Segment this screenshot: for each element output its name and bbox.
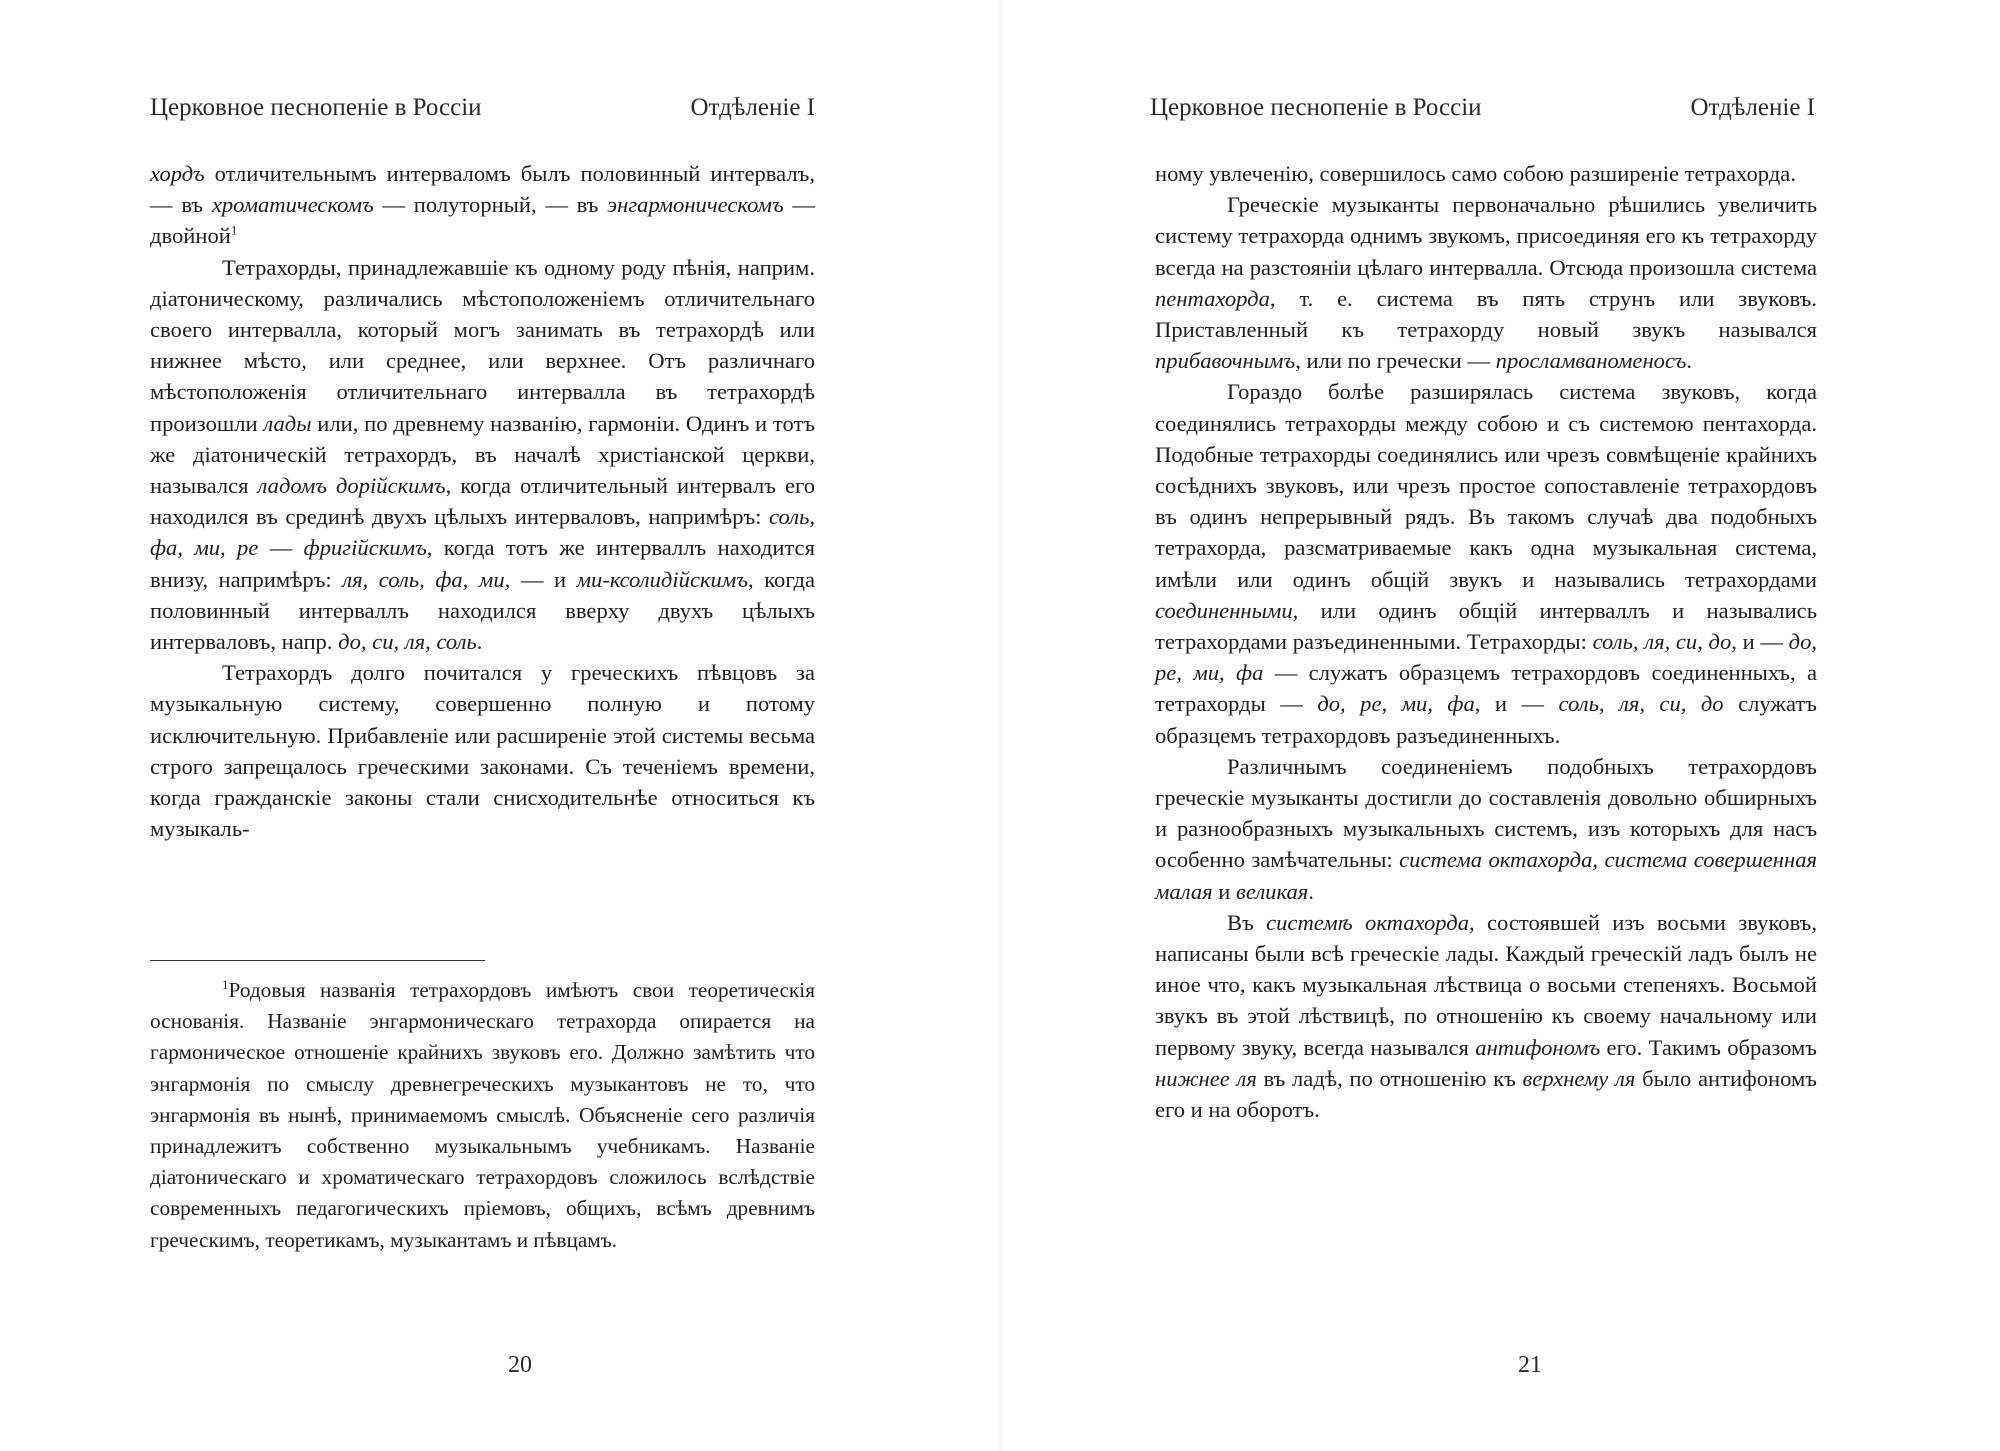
italic-term: до, ре, ми, фа, xyxy=(1317,691,1481,717)
text-run: , или одинъ общій интерваллъ и назывались тетрахордами разъединенными. Тетрахорды: xyxy=(1155,597,1817,655)
italic-term: соль, ля, си, до xyxy=(1558,691,1724,717)
text-run: его. Такимъ образомъ xyxy=(1600,1034,1817,1060)
text-run: . xyxy=(1686,348,1693,374)
paragraph xyxy=(150,158,815,252)
italic-term: антифономъ xyxy=(1475,1034,1601,1060)
text-run: было антифономъ его и на оборотъ. xyxy=(1155,1065,1817,1123)
footnote-marker: 1 xyxy=(222,976,229,992)
italic-term: нижнее ля xyxy=(1155,1065,1257,1091)
italic-term: система октахорда, система совершенная малая xyxy=(1155,847,1818,904)
running-head-title: Церковное песнопеніе в Россіи xyxy=(1150,94,1482,121)
italic-term: просламваноменосъ xyxy=(1495,348,1687,374)
text-run: или, по древнему названію, гармоніи. Одинъ и тотъ же діатоническій тетрахордъ, въ началѣ христіанской церкви, назывался xyxy=(150,410,816,499)
text-run: — служатъ образцемъ тетрахордовъ соединенныхъ, а тетрахорды — xyxy=(1155,660,1817,717)
body-text xyxy=(150,158,815,844)
italic-term: прибавочнымъ xyxy=(1155,348,1296,374)
text-run: Различнымъ соединеніемъ подобныхъ тетрахордовъ греческіе музыканты достигли до составленія довольно обширныхъ и разнообразныхъ музыкальныхъ системъ, изъ которыхъ для насъ особенно замѣчательны: xyxy=(1155,753,1817,873)
italic-term: системѣ октахорда xyxy=(1266,909,1469,935)
paragraph xyxy=(1155,158,1817,189)
running-head-section: Отдѣленіе I xyxy=(690,94,815,121)
text-run: Тетрахордъ долго почитался у греческихъ пѣвцовъ за музыкальную систему, совершенно полную и потому исключительную. Прибавленіе или расширеніе этой системы весьма строго запрещалось греческими законами. Съ теченіемъ времени, когда гражданскіе законы стали снисходительнѣе относиться къ музыкаль- xyxy=(150,660,815,842)
text-run: . xyxy=(1308,878,1314,904)
paragraph xyxy=(1155,376,1817,750)
running-head-title: Церковное песнопеніе в Россіи xyxy=(150,94,482,121)
italic-term: ладомъ дорійскимъ xyxy=(257,473,446,499)
text-run: и xyxy=(1212,878,1237,904)
paragraph xyxy=(1155,751,1817,907)
footnote-rule xyxy=(150,960,485,961)
text-run: Греческіе музыканты первоначально рѣшились увеличить систему тетрахорда однимъ звукомъ, присоединяя его къ тетрахорду всегда на разстояніи цѣлаго интервалла. Отсюда произошла система xyxy=(1155,192,1817,280)
text-run: — полуторный, — въ xyxy=(373,192,608,218)
text-run: и — xyxy=(1480,691,1559,717)
right-page xyxy=(1000,0,2000,1451)
text-run: , или по гречески — xyxy=(1295,348,1496,374)
italic-term: соединенными xyxy=(1155,597,1293,623)
text-run: служатъ образцемъ тетрахордовъ разъединенныхъ. xyxy=(1155,691,1817,748)
text-run: — xyxy=(258,535,304,561)
italic-term: до, ре, ми, фа xyxy=(1155,629,1818,686)
running-head xyxy=(150,88,815,128)
italic-term: лады xyxy=(263,410,312,436)
text-run: ному увлеченію, совершилось само собою разширеніе тетрахорда. xyxy=(1155,161,1796,186)
footnote-text xyxy=(150,975,815,1256)
italic-term: фригійскимъ xyxy=(303,535,427,561)
italic-term: соль, ля, си, до, xyxy=(1592,629,1737,655)
footnote xyxy=(150,975,815,1256)
italic-term: хордъ xyxy=(150,161,205,186)
text-run: , т. е. система въ пять струнъ или звуковъ. Приставленный къ тетрахорду новый звукъ назывался xyxy=(1155,285,1817,343)
paragraph xyxy=(1155,907,1817,1125)
paragraph xyxy=(1155,189,1817,376)
text-run: Тетрахорды, принадлежавшіе къ одному роду пѣнія, наприм. діатоническому, различались мѣстоположеніемъ отличительнаго своего интервалла, который могъ занимать въ тетрахордѣ или нижнее мѣсто, или среднее, или верхнее. Отъ различнаго мѣстоположенія отличительнаго интервалла въ тетрахордѣ произошли xyxy=(150,254,815,436)
page-number: 21 xyxy=(1518,1352,1542,1378)
text-run: Родовыя названія тетрахордовъ имѣютъ свои теоретическія основанія. Названіе энгармоническаго тетрахорда опирается на гармоническое отношеніе крайнихъ звуковъ его. Должно замѣтить что энгармонія по смыслу древнегреческихъ музыкантовъ не то, что энгармонія въ нынѣ, принимаемомъ смыслѣ. Объясненіе сего различія принадлежитъ собственно музыкальнымъ учебникамъ. Названіе діатоническаго и хроматическаго тетрахордовъ сложилось вслѣдствіе современныхъ педагогическихъ пріемовъ, общихъ, всѣмъ древнимъ греческимъ, теоретикамъ, музыкантамъ и пѣвцамъ. xyxy=(150,978,815,1252)
running-head xyxy=(1150,88,1815,128)
body-text xyxy=(1155,158,1817,1125)
page-number: 20 xyxy=(508,1352,532,1378)
paragraph xyxy=(150,657,815,844)
text-run: въ ладѣ, по отношенію къ xyxy=(1256,1065,1523,1091)
italic-term: хроматическомъ xyxy=(211,192,374,218)
italic-term: великая xyxy=(1236,878,1309,904)
italic-term: верхнему ля xyxy=(1522,1065,1636,1091)
italic-term: до, си, ля, соль xyxy=(338,629,477,655)
text-run: — и xyxy=(510,566,577,592)
footnote-marker: 1 xyxy=(230,222,238,238)
text-run: — двойной xyxy=(150,192,815,249)
text-run: , когда отличительный интервалъ его находился въ срединѣ двухъ цѣлыхъ интерваловъ, напримѣръ: xyxy=(150,473,815,530)
italic-term: пентахорда xyxy=(1155,285,1270,311)
italic-term: соль, фа, ми, ре xyxy=(150,504,815,561)
text-run: , состоявшей изъ восьми звуковъ, написаны были всѣ греческіе лады. Каждый греческій ладъ былъ не иное что, какъ музыкальная лѣствица о восьми степеняхъ. Восьмой звукъ въ этой лѣствицѣ, по отношенію къ своему начальному или первому звуку, всегда назывался xyxy=(1155,909,1818,1060)
text-run: . xyxy=(476,629,483,655)
italic-term: энгармоническомъ xyxy=(607,192,784,218)
text-run: Въ xyxy=(1227,909,1267,935)
text-run: , когда половинный интерваллъ находился вверху двухъ цѣлыхъ интерваловъ, напр. xyxy=(150,566,815,655)
italic-term: ми-ксолидійскимъ xyxy=(576,566,748,592)
italic-term: ля, соль, фа, ми, xyxy=(342,566,511,592)
running-head-section: Отдѣленіе I xyxy=(1690,94,1815,121)
text-run: отличительнымъ интерваломъ былъ половинный интервалъ, — въ xyxy=(150,161,815,218)
text-run: , когда тотъ же интерваллъ находится внизу, напримѣръ: xyxy=(150,535,815,592)
text-run: и — xyxy=(1736,629,1789,655)
text-run: Гораздо болѣе разширялась система звуковъ, когда соединялись тетрахорды между собою и съ системою пентахорда. Подобные тетрахорды соединялись или чрезъ совмѣщеніе крайнихъ сосѣднихъ звуковъ, или чрезъ простое сопоставленіе тетрахордовъ въ одинъ непрерывный рядъ. Въ такомъ случаѣ два подобныхъ тетрахорда, разсматриваемые какъ одна музыкальная система, имѣли или одинъ общій звукъ и назывались тетрахордами xyxy=(1155,379,1817,592)
paragraph xyxy=(150,252,815,658)
